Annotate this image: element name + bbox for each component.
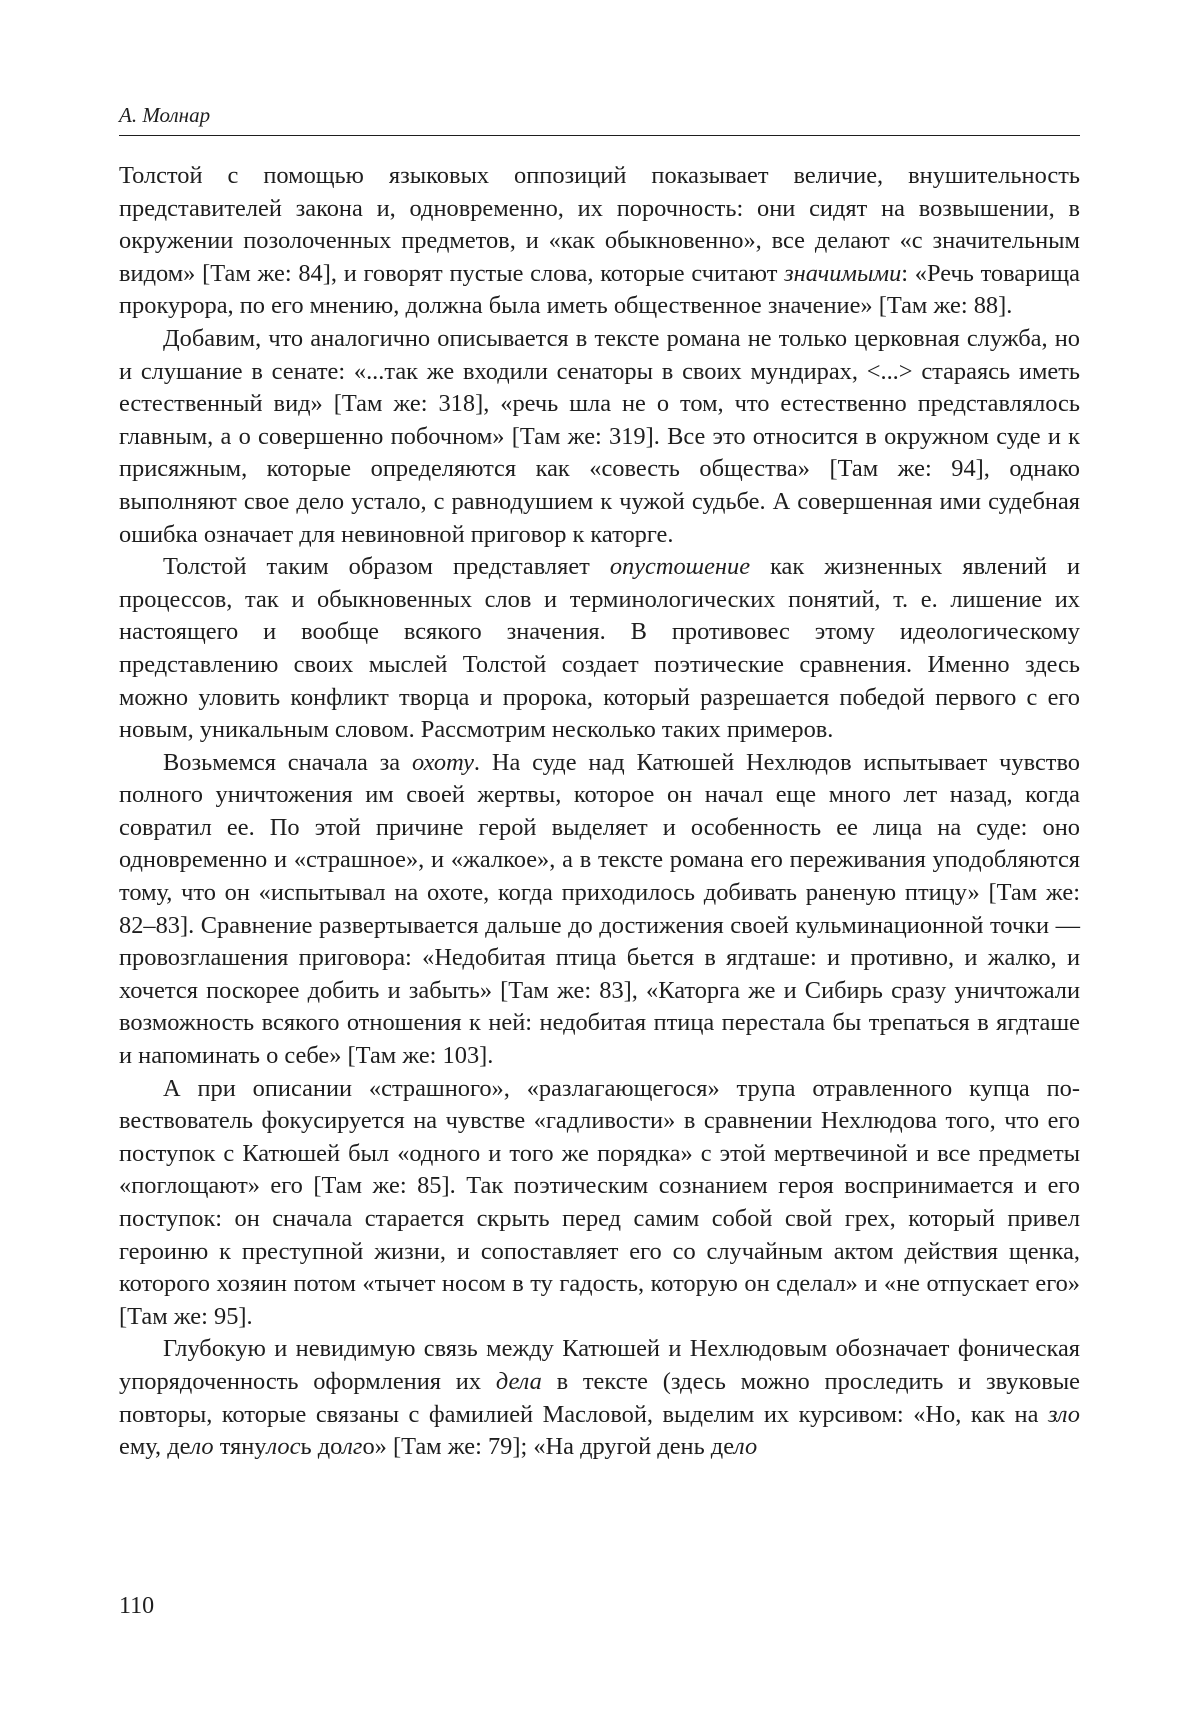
italic-emphasis: ло <box>190 1433 214 1461</box>
paragraph <box>119 1073 1080 1334</box>
italic-emphasis: лос <box>266 1433 301 1461</box>
paragraph <box>119 160 1080 323</box>
article-body <box>119 160 1080 1464</box>
text-run: тяну <box>213 1433 267 1461</box>
italic-emphasis: лг <box>342 1433 363 1461</box>
paragraph <box>119 1333 1080 1463</box>
paragraph <box>119 323 1080 551</box>
text-run: : «Речь товарища прокурора, по его мнению, должна была иметь общественное значение» [Там же: 88]. <box>119 259 1080 320</box>
text-run: . На суде над Катюшей Нехлюдов испытывает чувство полного уничтожения им своей жертвы, которое он начал еще много лет назад, когда совратил ее. По этой причине герой выделяет и особенность ее лица на суде: оно одновременно и «страшное», и «жалкое», а в тексте романа его переживания уподобляются тому, что он «испытывал на охоте, когда приходилось добивать раненую птицу» [Там же: 82–83]. Сравнение развертывается дальше до достижения своей кульминационной точки — провозглашения приговора: «Недобитая птица бьется в ягдташе: и противно, и жалко, и хочется поскорее добить и забыть» [Там же: 83], «Каторга же и Сибирь сразу уничтожали возможность всякого отношения к ней: недобитая птица перестала бы трепаться в ягдташе и напоминать о себе» [Там же: 103]. <box>119 748 1080 1070</box>
header-rule <box>119 135 1080 136</box>
paragraph <box>119 551 1080 747</box>
running-head: А. Молнар <box>119 103 211 127</box>
text-run: ь до <box>300 1433 343 1461</box>
text-run: Толстой с помощью языковых оппозиций показывает величие, внушительность представителей закона и, одновременно, их порочность: они сидят на возвышении, в окружении позолоченных предметов, и «как обыкновенно», все делают «с значительным видом» [Там же: 84], и говорят пустые слова, которые считают <box>119 162 1080 287</box>
text-run: Глубокую и невидимую связь между Катюшей и Нехлюдовым обозначает фоническая упорядоченность оформления их <box>119 1335 1080 1395</box>
italic-emphasis: зло <box>1047 1400 1080 1428</box>
italic-emphasis: значимыми <box>784 259 902 287</box>
text-run: Возьмемся сначала за <box>163 748 412 776</box>
text-run: о» [Там же: 79]; «На другой день де <box>362 1433 735 1461</box>
italic-emphasis: охоту <box>411 748 474 776</box>
text-run: А при описании «страшного», «разлагающегося» трупа отравленного купца повествователь фокусируется на чувстве «гадливости» в сравнении Нехлюдова того, что его поступок с Катюшей был «одного и того же порядка» с этой мертвечиной и все предметы «поглощают» его [Там же: 85]. Так поэтическим сознанием героя воспринимается и его поступок: он сначала старается скрыть перед самим собой свой грех, который привел героиню к преступной жизни, и сопоставляет его со случайным актом действия щенка, которого хозяин потом «тычет носом в ту гадость, которую он сделал» и «не отпускает его» [Там же: 95]. <box>119 1074 1080 1330</box>
text-run: Толстой таким образом представляет <box>163 553 610 581</box>
italic-emphasis: дела <box>495 1367 542 1395</box>
text-run: Добавим, что аналогично описывается в тексте романа не только церковная служба, но и слушание в сенате: «...так же входили сенаторы в своих мундирах, <...> стараясь иметь естественный вид» [Там же: 318], «речь шла не о том, что естественно представлялось главным, а о совершенно побочном» [Там же: 319]. Все это относится в окружном суде и к присяжным, которые определяются как «совесть общества» [Там же: 94], однако выполняют свое дело устало, с равнодушием к чужой судьбе. А совершенная ими судебная ошибка означает для невиновной приговор к каторге. <box>119 324 1080 548</box>
text-run: ему, де <box>119 1433 191 1461</box>
text-run: в тексте (здесь можно проследить и звуковые повторы, которые связаны с фамилией Масловой, выделим их курсивом: «Но, как на <box>119 1367 1080 1428</box>
italic-emphasis: опустошение <box>609 553 751 581</box>
paragraph <box>119 747 1080 1073</box>
italic-emphasis: ло <box>734 1433 758 1461</box>
page-number: 110 <box>119 1593 155 1619</box>
text-run: как жизненных явлений и процессов, так и обыкновенных слов и терминологических понятий, т. е. лишение их настоящего и вообще всякого значения. В противовес этому идеологическому представлению своих мыслей Толстой создает поэтические сравнения. Именно здесь можно уловить конфликт творца и пророка, который разрешается победой первого с его новым, уникальным словом. Рассмотрим несколько таких примеров. <box>119 553 1080 744</box>
